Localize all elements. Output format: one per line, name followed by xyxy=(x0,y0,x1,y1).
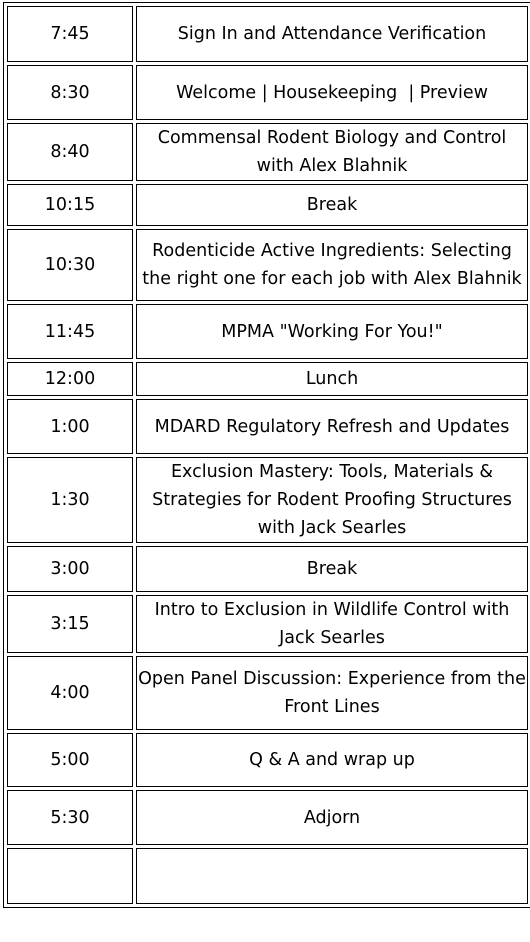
session-title: Welcome | Housekeeping | Preview xyxy=(176,82,488,103)
table-row xyxy=(7,362,530,396)
session-cell xyxy=(136,546,528,592)
session-title: Break xyxy=(306,559,358,579)
time-cell: 10:15 xyxy=(7,184,133,226)
table-row xyxy=(7,790,530,845)
time-cell: 3:00 xyxy=(7,546,133,592)
table-row xyxy=(7,848,530,904)
session-cell xyxy=(136,399,528,454)
time-cell: 5:30 xyxy=(7,790,133,845)
session-title: Rodenticide Active Ingredients: Selecting the right one for each job with Alex Blahnik xyxy=(142,241,522,289)
session-title: Sign In and Attendance Verification xyxy=(177,24,487,44)
session-cell xyxy=(136,362,528,396)
table-row xyxy=(7,6,530,62)
session-cell xyxy=(136,595,528,653)
time-cell: 1:00 xyxy=(7,399,133,454)
table-row xyxy=(7,229,530,301)
session-cell xyxy=(136,184,528,226)
table-row xyxy=(7,184,530,226)
table-row xyxy=(7,546,530,592)
time-cell: 4:00 xyxy=(7,656,133,730)
session-title: Lunch xyxy=(305,369,359,389)
session-title: Adjorn xyxy=(303,807,361,828)
session-title: MDARD Regulatory Refresh and Updates xyxy=(154,416,510,437)
session-cell xyxy=(136,65,528,120)
table-row xyxy=(7,399,530,454)
session-cell xyxy=(136,6,528,62)
session-title: Commensal Rodent Biology and Control with Alex Blahnik xyxy=(157,128,507,176)
session-cell xyxy=(136,848,528,904)
time-cell: 8:30 xyxy=(7,65,133,120)
table-row xyxy=(7,304,530,359)
time-cell xyxy=(7,848,133,904)
time-cell: 11:45 xyxy=(7,304,133,359)
table-row xyxy=(7,65,530,120)
table-row xyxy=(7,595,530,653)
table-row xyxy=(7,733,530,787)
session-title: Break xyxy=(306,195,358,215)
session-cell xyxy=(136,123,528,181)
time-cell: 8:40 xyxy=(7,123,133,181)
table-row xyxy=(7,656,530,730)
session-cell xyxy=(136,457,528,543)
session-title: Q & A and wrap up xyxy=(249,750,415,770)
session-cell xyxy=(136,304,528,359)
session-title: Open Panel Discussion: Experience from the Front Lines xyxy=(138,669,526,717)
time-cell: 7:45 xyxy=(7,6,133,62)
table-row xyxy=(7,123,530,181)
session-cell xyxy=(136,733,528,787)
table-row xyxy=(7,457,530,543)
time-cell: 5:00 xyxy=(7,733,133,787)
session-title: MPMA "Working For You!" xyxy=(221,321,443,342)
agenda-table xyxy=(3,2,530,908)
time-cell: 12:00 xyxy=(7,362,133,396)
time-cell: 1:30 xyxy=(7,457,133,543)
time-cell: 3:15 xyxy=(7,595,133,653)
session-title: Exclusion Mastery: Tools, Materials & Strategies for Rodent Proofing Structures with Jack Searles xyxy=(152,462,512,538)
session-title: Intro to Exclusion in Wildlife Control with Jack Searles xyxy=(154,600,510,648)
schedule-sheet xyxy=(3,2,530,908)
session-cell xyxy=(136,229,528,301)
session-cell xyxy=(136,656,528,730)
session-cell xyxy=(136,790,528,845)
time-cell: 10:30 xyxy=(7,229,133,301)
